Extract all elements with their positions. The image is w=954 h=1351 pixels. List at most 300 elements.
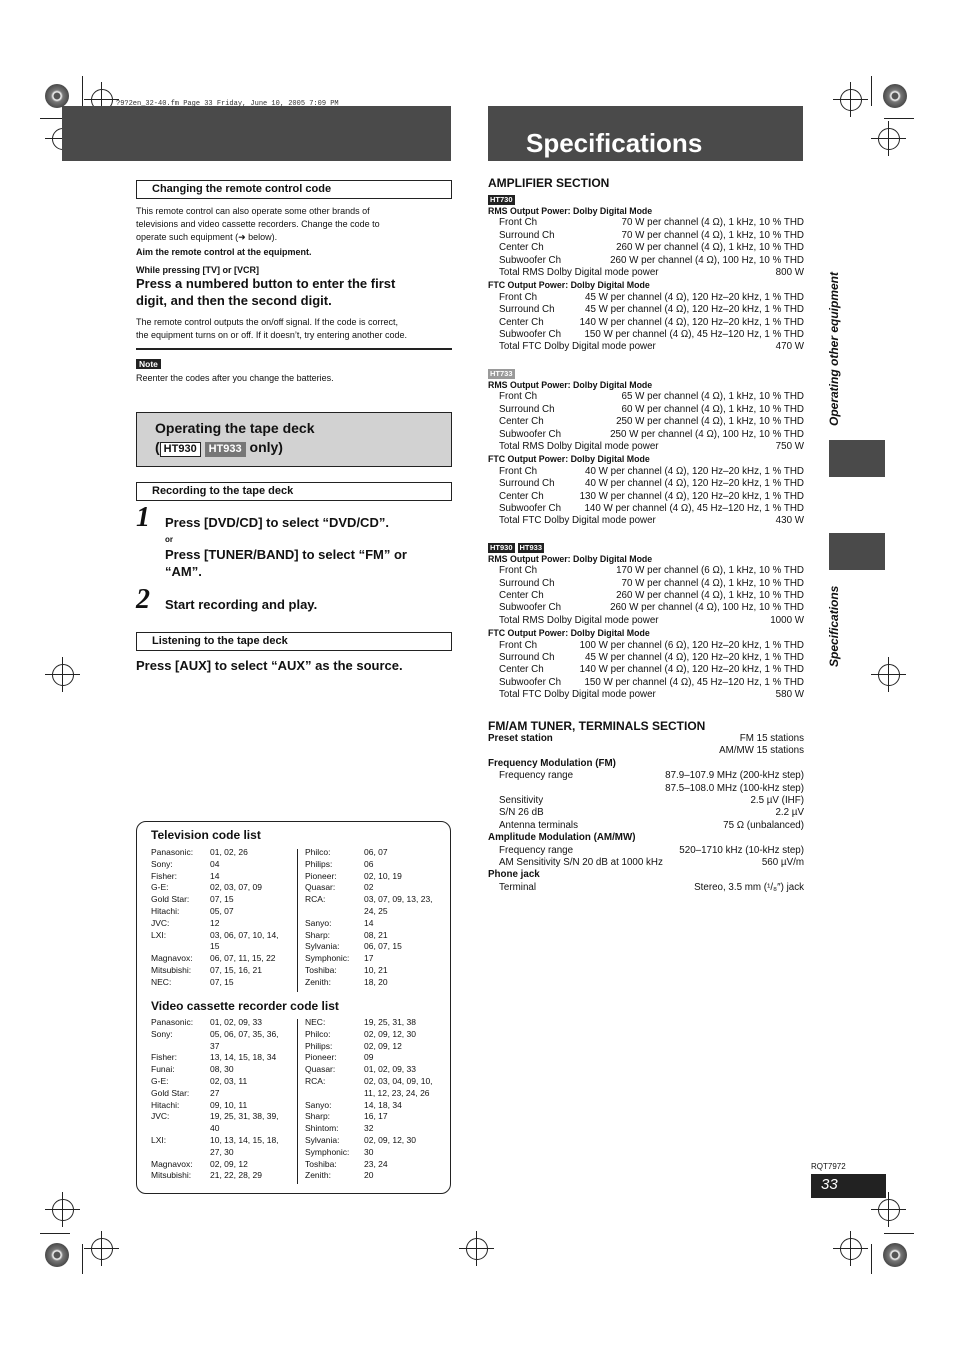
remote-section — [136, 180, 452, 385]
spec-label: Total RMS Dolby Digital mode power — [499, 614, 659, 626]
brand-name: Magnavox: — [151, 953, 193, 964]
spec-label: Front Ch — [499, 217, 538, 229]
tuner-heading: FM/AM TUNER, TERMINALS SECTION — [488, 719, 706, 733]
brand-name: LXI: — [151, 1134, 167, 1145]
remote-outputs — [136, 316, 452, 342]
brand-name: Philco: — [305, 1028, 331, 1039]
spec-value: 140 W per channel (4 Ω), 120 Hz–20 kHz, 1 % THD — [579, 664, 804, 676]
code-row — [305, 1123, 447, 1135]
tape-heading-line2 — [155, 438, 451, 457]
brand-codes: 02, 10, 19 — [364, 870, 402, 881]
brand-name: Gold Star: — [151, 894, 190, 905]
brand-codes: 23, 24 — [364, 1158, 388, 1169]
brand-codes: 08, 30 — [210, 1064, 234, 1075]
brand-codes: 08, 21 — [364, 929, 388, 940]
crosshair-icon — [878, 664, 900, 686]
amp-group — [488, 540, 804, 702]
brand-codes: 30 — [364, 1146, 374, 1157]
brand-name: Philips: — [305, 1040, 333, 1051]
brand-codes: 40 — [210, 1123, 220, 1134]
tuner-row-label: Terminal — [499, 881, 537, 893]
brand-codes: 20 — [364, 1170, 374, 1181]
press-line: digit, and then the second digit. — [136, 293, 332, 308]
step-1-alt — [165, 546, 455, 580]
ftc-label: FTC Output Power: Dolby Digital Mode — [488, 454, 650, 465]
spec-value: 580 W — [775, 689, 804, 701]
spec-label: Surround Ch — [499, 577, 555, 589]
brand-name — [151, 1123, 210, 1135]
brand-codes: 07, 15, 16, 21 — [210, 964, 262, 975]
code-row — [305, 1147, 447, 1159]
tv-code-left — [151, 847, 296, 989]
brand-codes: 03, 07, 09, 13, 23, — [364, 894, 433, 905]
code-row — [151, 930, 296, 942]
code-row — [305, 882, 447, 894]
brand-name: Sony: — [151, 858, 173, 869]
brand-codes: 02 — [364, 882, 374, 893]
brand-name — [151, 941, 210, 953]
rms-label: RMS Output Power: Dolby Digital Mode — [488, 206, 653, 216]
note-label: Note — [136, 359, 161, 369]
brand-codes: 06 — [364, 858, 374, 869]
brand-codes: 06, 07, 15 — [364, 941, 402, 952]
spec-value: 45 W per channel (4 Ω), 120 Hz–20 kHz, 1 % THD — [585, 291, 804, 303]
tuner-label: Frequency Modulation (FM) — [488, 757, 616, 769]
step-1-alt-line: Press [TUNER/BAND] to select “FM” or — [165, 547, 407, 562]
spec-row — [488, 578, 804, 590]
spec-row — [488, 230, 804, 242]
tuner-label: Amplitude Modulation (AM/MW) — [488, 832, 636, 844]
brand-name — [305, 906, 364, 918]
spec-label: Subwoofer Ch — [499, 329, 562, 341]
spec-value: 430 W — [775, 515, 804, 527]
step-2-number: 2 — [136, 584, 150, 615]
code-row — [151, 1170, 296, 1182]
brand-codes: 15 — [210, 941, 220, 952]
brand-codes: 03, 06, 07, 10, 14, — [210, 929, 279, 940]
brand-codes: 27, 30 — [210, 1146, 234, 1157]
brand-name: Symphonic: — [305, 953, 350, 964]
step-1-alt-line: “AM”. — [165, 564, 202, 579]
brand-codes: 21, 22, 28, 29 — [210, 1170, 262, 1181]
spec-label: Total FTC Dolby Digital mode power — [499, 689, 656, 701]
brand-name: Magnavox: — [151, 1158, 193, 1169]
brand-name: JVC: — [151, 917, 170, 928]
spec-label: Total RMS Dolby Digital mode power — [499, 267, 659, 279]
spec-value: 60 W per channel (4 Ω), 1 kHz, 10 % THD — [621, 403, 804, 415]
brand-codes: 05, 07 — [210, 905, 234, 916]
tuner-row-value: 75 Ω (unbalanced) — [723, 819, 804, 831]
spec-label: Surround Ch — [499, 229, 555, 241]
brand-name: Sanyo: — [305, 1099, 332, 1110]
brand-name — [151, 1147, 210, 1159]
code-row — [305, 1088, 447, 1100]
spec-value: 45 W per channel (4 Ω), 120 Hz–20 kHz, 1 % THD — [585, 304, 804, 316]
spec-value: 70 W per channel (4 Ω), 1 kHz, 10 % THD — [621, 229, 804, 241]
code-row — [151, 977, 296, 989]
spec-value: 170 W per channel (6 Ω), 1 kHz, 10 % THD — [616, 565, 804, 577]
spec-label: Surround Ch — [499, 652, 555, 663]
spec-row — [488, 565, 804, 577]
tuner-row — [488, 857, 804, 869]
tuner-row — [488, 795, 804, 807]
spec-row — [488, 304, 804, 316]
code-row — [151, 1088, 296, 1100]
code-row — [151, 1111, 296, 1123]
brand-codes: 16, 17 — [364, 1111, 388, 1122]
code-row — [151, 1100, 296, 1112]
crosshair-icon — [466, 1238, 488, 1260]
spec-value: 260 W per channel (4 Ω), 100 Hz, 10 % THD — [610, 254, 804, 266]
code-row — [151, 871, 296, 883]
amp-groups — [488, 192, 804, 702]
brand-name: Philco: — [305, 847, 331, 857]
side-block — [829, 440, 885, 477]
brand-name: Quasar: — [305, 1064, 336, 1075]
brand-codes: 14 — [364, 917, 374, 928]
tv-code-title: Television code list — [151, 828, 261, 842]
tuner-row-label: Preset station — [488, 733, 553, 744]
title-band — [488, 106, 803, 161]
brand-codes: 12 — [210, 917, 220, 928]
tuner-section — [488, 719, 804, 894]
code-row — [151, 1135, 296, 1147]
model-tag: HT933 — [519, 542, 543, 552]
tuner-row-label: Frequency range — [499, 844, 574, 856]
code-row — [305, 906, 447, 918]
code-row — [151, 859, 296, 871]
press-digits — [136, 275, 452, 309]
brand-name: LXI: — [151, 929, 167, 940]
spec-value: 260 W per channel (4 Ω), 100 Hz, 10 % THD — [610, 602, 804, 614]
spec-label: Center Ch — [499, 490, 544, 502]
registration-mark-icon — [883, 84, 907, 108]
tuner-row — [488, 882, 804, 894]
tape-deck-heading — [136, 412, 452, 467]
spec-value: 470 W — [775, 341, 804, 353]
spec-label: Center Ch — [499, 416, 544, 428]
spec-row — [488, 664, 804, 676]
spec-row — [488, 503, 804, 515]
code-row — [305, 1135, 447, 1147]
spec-label: Center Ch — [499, 242, 544, 254]
page-number: 33 — [811, 1174, 886, 1198]
brand-name: Mitsubishi: — [151, 1170, 192, 1181]
spec-label: Subwoofer Ch — [499, 254, 562, 266]
ftc-label: FTC Output Power: Dolby Digital Mode — [488, 628, 650, 639]
brand-name: NEC: — [305, 1017, 326, 1027]
crop-line — [884, 1233, 914, 1234]
spec-row — [488, 317, 804, 329]
paren: ( — [155, 439, 160, 455]
code-row — [305, 1111, 447, 1123]
outputs-line: The remote control outputs the on/off signal. If the code is correct, — [136, 317, 398, 327]
model-code: RQT7972 — [811, 1162, 846, 1171]
aim-instruction: Aim the remote control at the equipment. — [136, 247, 312, 257]
recording-heading: Recording to the tape deck — [136, 482, 452, 501]
page-title: Specifications — [526, 128, 703, 158]
brand-name: Toshiba: — [305, 1158, 337, 1169]
spec-value: 100 W per channel (6 Ω), 120 Hz–20 kHz, 1 % THD — [579, 639, 804, 651]
brand-name: Pioneer: — [305, 1052, 337, 1063]
amplifier-heading: AMPLIFIER SECTION — [488, 176, 610, 190]
registration-mark-icon — [883, 1243, 907, 1267]
spec-label: Subwoofer Ch — [499, 428, 562, 440]
spec-value: 750 W — [775, 440, 804, 452]
brand-codes: 07, 15 — [210, 894, 234, 905]
brand-name: Panasonic: — [151, 1017, 194, 1027]
spec-label: Front Ch — [499, 391, 538, 403]
spec-label: Front Ch — [499, 639, 538, 651]
code-row — [305, 1041, 447, 1053]
code-row — [305, 953, 447, 965]
tuner-row-label: AM Sensitivity S/N 20 dB at 1000 kHz — [499, 857, 663, 869]
crosshair-icon — [91, 1238, 113, 1260]
tape-heading-line1: Operating the tape deck — [155, 420, 315, 436]
crop-line — [40, 1233, 70, 1234]
brand-name: Pioneer: — [305, 870, 337, 881]
crosshair-icon — [878, 1199, 900, 1221]
brand-codes: 37 — [210, 1040, 220, 1051]
code-row — [305, 859, 447, 871]
crop-line — [871, 76, 872, 106]
code-row — [151, 847, 296, 859]
spec-label: Surround Ch — [499, 403, 555, 415]
vcr-code-title: Video cassette recorder code list — [151, 999, 339, 1013]
tuner-row — [488, 783, 804, 795]
rms-label: RMS Output Power: Dolby Digital Mode — [488, 553, 653, 564]
spec-row — [488, 416, 804, 428]
code-row — [305, 941, 447, 953]
spec-value: 1000 W — [770, 614, 804, 626]
model-tags — [488, 192, 804, 205]
crop-line — [82, 76, 83, 106]
tuner-row — [488, 745, 804, 757]
code-list-box — [136, 821, 451, 1194]
brand-codes: 02, 03, 11 — [210, 1075, 248, 1086]
code-row — [151, 1029, 296, 1041]
spec-row — [488, 404, 804, 416]
brand-codes: 14, 18, 34 — [364, 1099, 402, 1110]
brand-name: Toshiba: — [305, 964, 337, 975]
spec-value: 70 W per channel (4 Ω), 1 kHz, 10 % THD — [621, 577, 804, 589]
divider — [297, 1019, 298, 1184]
tuner-row-label: Antenna terminals — [499, 819, 578, 831]
code-row — [305, 918, 447, 930]
step-2-text: Start recording and play. — [165, 597, 318, 612]
side-label-operating: Operating other equipment — [827, 271, 841, 426]
code-row — [305, 871, 447, 883]
brand-codes: 02, 09, 12 — [364, 1040, 402, 1051]
code-row — [151, 1076, 296, 1088]
step-1 — [165, 514, 455, 580]
code-row — [305, 930, 447, 942]
spec-row — [488, 242, 804, 254]
brand-codes: 24, 25 — [364, 905, 388, 916]
code-row — [151, 882, 296, 894]
spec-row — [488, 429, 804, 441]
spec-row — [488, 391, 804, 403]
code-row — [151, 1159, 296, 1171]
spec-value: 40 W per channel (4 Ω), 120 Hz–20 kHz, 1 % THD — [585, 478, 804, 490]
brand-codes: 14 — [210, 870, 220, 881]
spec-label: Center Ch — [499, 589, 544, 601]
brand-codes: 01, 02, 09, 33 — [210, 1017, 262, 1027]
brand-codes: 19, 25, 31, 38, 39, — [210, 1111, 279, 1122]
spec-row — [488, 615, 804, 627]
spec-row — [488, 478, 804, 490]
spec-label: Center Ch — [499, 316, 544, 328]
brand-name — [151, 1041, 210, 1053]
only-text: only) — [245, 439, 283, 455]
tuner-row-value: 520–1710 kHz (10-kHz step) — [679, 844, 804, 856]
spec-row — [488, 640, 804, 652]
brand-codes: 06, 07, 11, 15, 22 — [210, 953, 276, 964]
brand-codes: 01, 02, 09, 33 — [364, 1064, 416, 1075]
brand-codes: 06, 07 — [364, 847, 388, 857]
spec-row — [488, 689, 804, 701]
listening-heading: Listening to the tape deck — [136, 632, 452, 651]
spec-row — [488, 491, 804, 503]
file-stamp: ?9?2en_32-40.fm Page 33 Friday, June 10, 2005 7:09 PM — [116, 100, 339, 108]
divider — [297, 849, 298, 992]
code-row — [305, 1029, 447, 1041]
tuner-row-value: Stereo, 3.5 mm (¹/₈″) jack — [694, 881, 804, 893]
brand-name: Sylvania: — [305, 1134, 340, 1145]
spec-label: Subwoofer Ch — [499, 502, 562, 514]
spec-row — [488, 466, 804, 478]
tuner-row-label: Sensitivity — [499, 795, 544, 807]
model-tag: HT930 — [490, 542, 513, 552]
model-badge-ht933: HT933 — [205, 442, 246, 457]
vcr-code-left — [151, 1017, 296, 1182]
code-row — [305, 965, 447, 977]
brand-codes: 19, 25, 31, 38 — [364, 1017, 416, 1027]
crop-line — [884, 118, 914, 119]
spec-label: Front Ch — [499, 565, 538, 577]
tuner-row — [488, 845, 804, 857]
brand-codes: 04 — [210, 858, 220, 869]
model-tag: HT730 — [490, 195, 513, 204]
tuner-row-value: FM 15 stations — [739, 733, 804, 744]
brand-codes: 13, 14, 15, 18, 34 — [210, 1052, 277, 1063]
code-row — [305, 1076, 447, 1088]
spec-label: Front Ch — [499, 291, 538, 303]
code-row — [151, 941, 296, 953]
spec-label: Total FTC Dolby Digital mode power — [499, 341, 656, 353]
intro-line: This remote control can also operate some other brands of — [136, 206, 370, 216]
brand-name: RCA: — [305, 1075, 326, 1086]
brand-name: G-E: — [151, 882, 169, 893]
brand-name: Hitachi: — [151, 905, 180, 916]
code-row — [305, 1017, 447, 1029]
code-row — [151, 906, 296, 918]
brand-name: Philips: — [305, 858, 333, 869]
brand-name: Sharp: — [305, 929, 331, 940]
brand-name — [305, 1088, 364, 1100]
code-row — [151, 894, 296, 906]
crosshair-icon — [840, 1238, 862, 1260]
crosshair-icon — [52, 1199, 74, 1221]
spec-label: Surround Ch — [499, 304, 555, 316]
tuner-row — [488, 733, 804, 745]
brand-name: RCA: — [305, 894, 326, 905]
spec-row — [488, 329, 804, 341]
brand-codes: 02, 09, 12, 30 — [364, 1028, 416, 1039]
spec-row — [488, 292, 804, 304]
code-row — [151, 1052, 296, 1064]
spec-label: Subwoofer Ch — [499, 676, 562, 688]
spec-value: 130 W per channel (4 Ω), 120 Hz–20 kHz, 1 % THD — [579, 490, 804, 502]
tuner-row — [488, 770, 804, 782]
step-1-or: or — [165, 535, 173, 544]
outputs-line: the equipment turns on or off. If it doesn’t, try entering another code. — [136, 330, 407, 340]
tuner-label: Phone jack — [488, 869, 540, 881]
brand-name: Fisher: — [151, 870, 177, 881]
brand-name: Hitachi: — [151, 1099, 180, 1110]
spec-row — [488, 341, 804, 353]
spec-row — [488, 677, 804, 689]
spec-label: Front Ch — [499, 465, 538, 477]
code-row — [305, 977, 447, 989]
spec-row — [488, 441, 804, 453]
amp-group — [488, 192, 804, 354]
spec-value: 140 W per channel (4 Ω), 120 Hz–20 kHz, 1 % THD — [579, 316, 804, 328]
vcr-code-right — [305, 1017, 447, 1182]
spec-value: 150 W per channel (4 Ω), 45 Hz–120 Hz, 1 % THD — [584, 329, 804, 341]
brand-name: Shintom: — [305, 1123, 339, 1134]
spec-label: Total FTC Dolby Digital mode power — [499, 515, 656, 527]
while-pressing: While pressing [TV] or [VCR] — [136, 265, 260, 275]
spec-label: Total RMS Dolby Digital mode power — [499, 440, 659, 452]
code-row — [305, 1170, 447, 1182]
press-line: Press a numbered button to enter the first — [136, 276, 396, 291]
left-header-band — [62, 106, 451, 161]
step-1-text: Press [DVD/CD] to select “DVD/CD”. — [165, 515, 389, 530]
brand-codes: 10, 13, 14, 15, 18, — [210, 1134, 279, 1145]
divider — [136, 348, 452, 350]
model-tag: HT733 — [490, 368, 513, 378]
spec-value: 260 W per channel (4 Ω), 1 kHz, 10 % THD — [616, 589, 804, 601]
note-text: Reenter the codes after you change the batteries. — [136, 373, 334, 383]
spec-label: Center Ch — [499, 664, 544, 676]
amplifier-section — [488, 176, 804, 702]
code-row — [151, 1017, 296, 1029]
code-row — [151, 918, 296, 930]
spec-value: 65 W per channel (4 Ω), 1 kHz, 10 % THD — [621, 391, 804, 403]
crosshair-icon — [52, 664, 74, 686]
brand-name: Zenith: — [305, 976, 331, 987]
brand-codes: 02, 03, 04, 09, 10, — [364, 1075, 433, 1086]
brand-codes: 27 — [210, 1087, 220, 1098]
brand-name: Quasar: — [305, 882, 336, 893]
spec-row — [488, 590, 804, 602]
tuner-row-value: 2.5 µV (IHF) — [750, 795, 804, 807]
side-label-specifications: Specifications — [827, 585, 841, 667]
tuner-row-value: 2.2 µV — [775, 807, 804, 819]
brand-codes: 17 — [364, 953, 374, 964]
step-1-number: 1 — [136, 502, 150, 533]
registration-mark-icon — [45, 1243, 69, 1267]
spec-value: 40 W per channel (4 Ω), 120 Hz–20 kHz, 1 % THD — [585, 465, 804, 477]
model-tags — [488, 366, 804, 379]
brand-codes: 10, 21 — [364, 964, 388, 975]
spec-value: 250 W per channel (4 Ω), 100 Hz, 10 % THD — [610, 428, 804, 440]
spec-value: 250 W per channel (4 Ω), 1 kHz, 10 % THD — [616, 416, 804, 428]
brand-codes: 32 — [364, 1123, 374, 1134]
tuner-row — [488, 820, 804, 832]
intro-line: operate such equipment (➜ below). — [136, 232, 278, 242]
